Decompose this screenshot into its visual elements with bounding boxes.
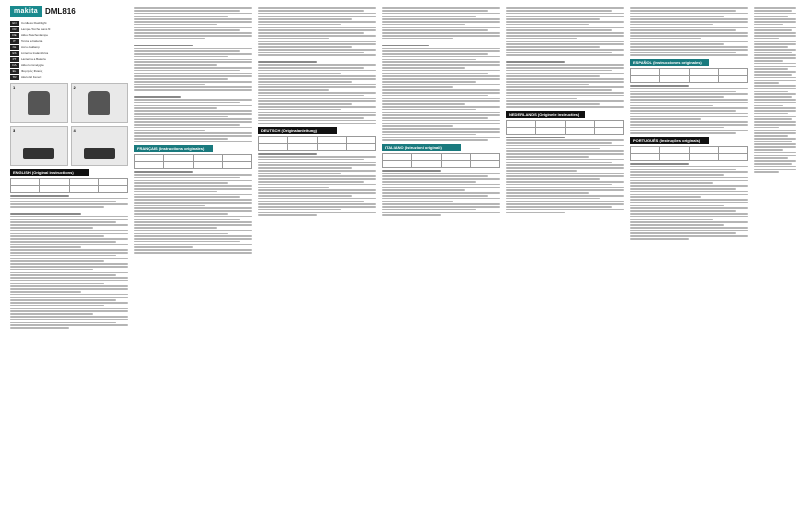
- language-label: Linterna Inalambrica: [21, 50, 49, 55]
- illustrations: [10, 83, 128, 166]
- language-list: [10, 20, 128, 80]
- section-heading-italian: ITALIANO (Istruzioni originali): [382, 144, 461, 151]
- language-code: ES: [10, 51, 19, 56]
- column-5: [506, 6, 624, 512]
- language-code: IT: [10, 39, 19, 44]
- section-heading-dutch: NEDERLANDS (Originele instructies): [506, 111, 585, 118]
- column-3: [258, 6, 376, 512]
- specifications-table: [258, 136, 376, 151]
- body-text: [382, 170, 500, 216]
- language-row: [10, 74, 128, 80]
- body-text: [10, 195, 128, 329]
- column-4: [382, 6, 500, 512]
- header: [10, 6, 128, 17]
- body-text: [630, 7, 748, 56]
- body-text: [506, 137, 624, 214]
- specifications-table: [630, 146, 748, 161]
- column-2: [134, 6, 252, 512]
- specifications-table: [134, 154, 252, 169]
- language-label: Akulu El Feneri: [21, 74, 42, 79]
- specifications-table: [630, 68, 748, 83]
- specifications-table: [506, 120, 624, 135]
- section-heading-english: ENGLISH (Original instructions): [10, 169, 89, 176]
- language-code: DE: [10, 33, 19, 38]
- body-text: [630, 163, 748, 240]
- figure-label: 1: [13, 85, 16, 90]
- language-code: TR: [10, 75, 19, 80]
- specifications-table: [382, 153, 500, 168]
- language-code: FR: [10, 27, 19, 32]
- model-number: DML816: [44, 7, 76, 16]
- figure-3: [10, 126, 68, 166]
- battery-illustration: [23, 148, 54, 159]
- language-label: Akku-Taschenlampe: [21, 32, 49, 37]
- body-text: [382, 7, 500, 141]
- figure-label: 4: [73, 128, 76, 133]
- language-code: NL: [10, 45, 19, 50]
- body-text: [134, 171, 252, 253]
- section-heading-french: FRANÇAIS (Instructions originales): [134, 145, 213, 152]
- language-label: Lampe-Torche sans fil: [21, 26, 51, 31]
- figure-2: [71, 83, 129, 123]
- figure-label: 3: [13, 128, 16, 133]
- body-text: [258, 153, 376, 216]
- language-label: Φορητός Φακός: [21, 68, 43, 73]
- column-1: [10, 6, 128, 512]
- language-label: Cordless Flashlight: [21, 20, 47, 25]
- language-label: Akku lommelygte: [21, 62, 44, 67]
- section-heading-spanish: ESPAÑOL (Instrucciones originales): [630, 59, 709, 66]
- makita-logo: makita: [10, 6, 42, 17]
- column-6: [630, 6, 748, 512]
- battery-illustration: [84, 148, 115, 159]
- language-label: Lanterna a Bateria: [21, 56, 46, 61]
- body-text: [134, 7, 252, 142]
- flashlight-illustration: [28, 91, 50, 115]
- figure-label: 2: [73, 85, 76, 90]
- language-code: PT: [10, 57, 19, 62]
- language-code: EN: [10, 21, 19, 26]
- language-label: Accu-zaklamp: [21, 44, 40, 49]
- section-heading-portuguese: PORTUGUÊS (Instruções originais): [630, 137, 709, 144]
- section-heading-german: DEUTSCH (Originalanleitung): [258, 127, 337, 134]
- specifications-table: [10, 178, 128, 193]
- flashlight-illustration: [88, 91, 110, 115]
- body-text: [754, 7, 796, 173]
- language-label: Torcia a batteria: [21, 38, 43, 43]
- body-text: [630, 85, 748, 134]
- language-code: EL: [10, 69, 19, 74]
- column-7: [754, 6, 796, 512]
- body-text: [258, 7, 376, 124]
- figure-4: [71, 126, 129, 166]
- language-code: DA: [10, 63, 19, 68]
- body-text: [506, 7, 624, 107]
- figure-1: [10, 83, 68, 123]
